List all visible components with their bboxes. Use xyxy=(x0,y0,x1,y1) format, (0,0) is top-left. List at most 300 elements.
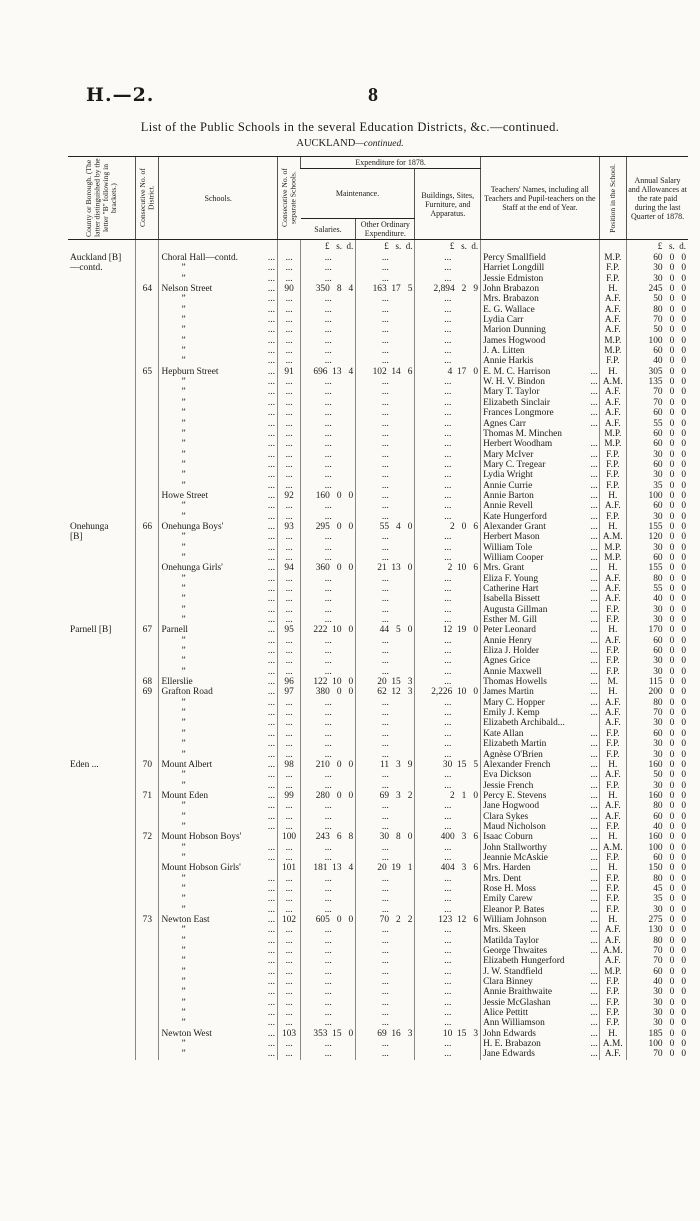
annual-pence: 0 xyxy=(681,718,686,729)
cell-school xyxy=(159,543,277,553)
cell-position: H. xyxy=(599,863,627,873)
school-dots: ... xyxy=(267,873,275,884)
cell-position: F.P. xyxy=(599,470,627,480)
annual-shillings: 0 xyxy=(669,315,675,326)
annual-pence: 0 xyxy=(681,935,686,946)
cell-salaries: ... xyxy=(301,315,356,325)
cell-salaries: ... xyxy=(301,615,356,625)
cell-separate-no: ... xyxy=(277,615,300,625)
cell-position: A.F. xyxy=(599,708,627,718)
cell-other-expenditure: 11 3 9 xyxy=(356,760,415,770)
col-salaries-header: Salaries. xyxy=(301,219,356,240)
cell-district-no xyxy=(136,315,159,325)
teacher-dots: ... xyxy=(590,728,598,739)
cell-school xyxy=(159,760,277,770)
cell-county xyxy=(68,584,136,594)
cell-position: H. xyxy=(599,367,627,377)
annual-shillings: 0 xyxy=(669,1049,675,1060)
teacher-name: Agnèse O'Brien xyxy=(483,749,543,760)
teacher-name: Matilda Taylor xyxy=(483,935,539,946)
annual-shillings: 0 xyxy=(669,532,675,543)
table-row xyxy=(68,636,688,646)
cell-buildings: ... xyxy=(415,987,481,997)
annual-shillings: 0 xyxy=(669,366,675,377)
cell-buildings: ... xyxy=(415,874,481,884)
annual-pence: 0 xyxy=(681,480,686,491)
cell-district-no xyxy=(136,729,159,739)
cell-separate-no: ... xyxy=(277,770,300,780)
teacher-dots: ... xyxy=(590,935,598,946)
school-name: ” xyxy=(181,852,186,863)
school-dots: ... xyxy=(267,263,275,274)
cell-annual-salary xyxy=(627,708,688,718)
cell-annual-salary xyxy=(627,408,688,418)
school-dots: ... xyxy=(267,563,275,574)
cell-annual-salary xyxy=(627,491,688,501)
cell-county xyxy=(68,967,136,977)
cell-county xyxy=(68,853,136,863)
cell-district-no xyxy=(136,512,159,522)
teacher-name: Alice Pettitt xyxy=(483,1008,529,1019)
teacher-name: Alexander French xyxy=(483,759,551,770)
cell-buildings: 2,226 10 0 xyxy=(415,687,481,697)
teacher-name: Annie Revell xyxy=(483,501,533,512)
cell-annual-salary xyxy=(627,377,688,387)
cell-district-no xyxy=(136,460,159,470)
cell-annual-salary xyxy=(627,398,688,408)
cell-buildings: ... xyxy=(415,460,481,470)
cell-other-expenditure: ... xyxy=(356,956,415,966)
table-row xyxy=(68,532,688,542)
cell-school xyxy=(159,739,277,749)
cell-buildings: ... xyxy=(415,956,481,966)
cell-district-no xyxy=(136,853,159,863)
cell-position: A.F. xyxy=(599,398,627,408)
annual-pounds: 40 xyxy=(653,821,663,832)
teacher-dots: ... xyxy=(590,770,598,781)
table-row xyxy=(68,253,688,263)
cell-buildings: ... xyxy=(415,439,481,449)
annual-pounds: 60 xyxy=(653,728,663,739)
cell-district-no xyxy=(136,863,159,873)
cell-other-expenditure: ... xyxy=(356,532,415,542)
annual-shillings: 0 xyxy=(669,946,675,957)
teacher-name: Percy Smallfield xyxy=(483,253,546,263)
cell-county xyxy=(68,812,136,822)
annual-shillings: 0 xyxy=(669,852,675,863)
cell-salaries: ... xyxy=(301,998,356,1008)
cell-school xyxy=(159,450,277,460)
school-dots: ... xyxy=(267,490,275,501)
cell-separate-no: ... xyxy=(277,315,300,325)
cell-position: F.P. xyxy=(599,884,627,894)
annual-shillings: 0 xyxy=(669,511,675,522)
cell-county xyxy=(68,894,136,904)
school-dots: ... xyxy=(267,584,275,594)
school-dots: ... xyxy=(267,790,275,801)
annual-shillings: 0 xyxy=(669,294,675,305)
teacher-name: Harriet Longdill xyxy=(483,263,545,274)
cell-position: A.F. xyxy=(599,325,627,335)
cell-position: A.M. xyxy=(599,843,627,853)
cell-other-expenditure: ... xyxy=(356,553,415,563)
cell-buildings: ... xyxy=(415,1049,481,1059)
teacher-dots: ... xyxy=(590,449,598,460)
cell-district-no xyxy=(136,574,159,584)
table-row xyxy=(68,491,688,501)
cell-district-no: 70 xyxy=(136,760,159,770)
cell-school xyxy=(159,491,277,501)
school-name: ” xyxy=(181,935,186,946)
cell-buildings: ... xyxy=(415,325,481,335)
annual-pounds: 70 xyxy=(653,946,663,957)
teacher-name: J. A. Litten xyxy=(483,346,525,357)
annual-pence: 0 xyxy=(681,1008,686,1019)
cell-teacher xyxy=(481,563,599,573)
cell-school xyxy=(159,698,277,708)
table-row xyxy=(68,781,688,791)
annual-shillings: 0 xyxy=(669,542,675,553)
cell-teacher xyxy=(481,812,599,822)
cell-teacher xyxy=(481,998,599,1008)
annual-shillings: 0 xyxy=(669,1028,675,1039)
cell-annual-salary xyxy=(627,915,688,925)
cell-separate-no: ... xyxy=(277,884,300,894)
cell-buildings: ... xyxy=(415,615,481,625)
cell-salaries: ... xyxy=(301,294,356,304)
cell-other-expenditure: ... xyxy=(356,770,415,780)
cell-other-expenditure: ... xyxy=(356,605,415,615)
cell-annual-salary xyxy=(627,470,688,480)
cell-teacher xyxy=(481,967,599,977)
annual-pounds: 70 xyxy=(653,315,663,326)
school-name: ” xyxy=(181,739,186,750)
cell-salaries: ... xyxy=(301,408,356,418)
cell-buildings: ... xyxy=(415,387,481,397)
cell-county xyxy=(68,781,136,791)
teacher-dots: ... xyxy=(590,584,598,594)
annual-pence: 0 xyxy=(681,428,686,439)
cell-annual-salary xyxy=(627,522,688,532)
cell-position: A.F. xyxy=(599,925,627,935)
table-row xyxy=(68,294,688,304)
cell-other-expenditure: ... xyxy=(356,729,415,739)
cell-school xyxy=(159,584,277,594)
cell-annual-salary xyxy=(627,1039,688,1049)
cell-teacher xyxy=(481,718,599,728)
cell-school xyxy=(159,346,277,356)
teacher-dots: ... xyxy=(590,511,598,522)
cell-teacher xyxy=(481,770,599,780)
cell-district-no xyxy=(136,377,159,387)
cell-annual-salary xyxy=(627,770,688,780)
teacher-name: Annie Currie xyxy=(483,480,533,491)
cell-separate-no: ... xyxy=(277,894,300,904)
cell-school xyxy=(159,522,277,532)
teacher-dots: ... xyxy=(590,739,598,750)
cell-buildings: ... xyxy=(415,501,481,511)
cell-salaries: ... xyxy=(301,739,356,749)
cell-buildings: ... xyxy=(415,305,481,315)
cell-other-expenditure: ... xyxy=(356,584,415,594)
cell-position: A.F. xyxy=(599,305,627,315)
cell-other-expenditure: ... xyxy=(356,853,415,863)
cell-other-expenditure: ... xyxy=(356,460,415,470)
cell-teacher xyxy=(481,874,599,884)
cell-separate-no: ... xyxy=(277,946,300,956)
annual-shillings: 0 xyxy=(669,749,675,760)
cell-salaries: ... xyxy=(301,781,356,791)
school-dots: ... xyxy=(267,894,275,905)
cell-county xyxy=(68,636,136,646)
annual-pounds: 30 xyxy=(653,604,663,615)
cell-district-no xyxy=(136,532,159,542)
cell-buildings: ... xyxy=(415,801,481,811)
subtitle-district: AUCKLAND xyxy=(296,138,356,149)
cell-school xyxy=(159,429,277,439)
school-dots: ... xyxy=(267,759,275,770)
teacher-name: Mrs. Harden xyxy=(483,863,531,874)
cell-position: A.F. xyxy=(599,594,627,604)
school-dots: ... xyxy=(267,335,275,346)
col-county-header: County or Borough. (The latter distinguished by the letter "B" following in brackets.) xyxy=(68,157,136,240)
school-name: ” xyxy=(181,811,186,822)
teacher-name: Annie Braithwaite xyxy=(483,987,553,998)
annual-shillings: 0 xyxy=(669,563,675,574)
cell-district-no xyxy=(136,1039,159,1049)
school-name: ” xyxy=(181,511,186,522)
school-dots: ... xyxy=(267,521,275,532)
annual-shillings: 0 xyxy=(669,977,675,988)
cell-school xyxy=(159,853,277,863)
annual-shillings: 0 xyxy=(669,873,675,884)
cell-teacher xyxy=(481,543,599,553)
cell-salaries: ... xyxy=(301,822,356,832)
school-name: Grafton Road xyxy=(161,687,213,698)
annual-pence: 0 xyxy=(681,780,686,791)
cell-salaries: ... xyxy=(301,553,356,563)
annual-pounds: 275 xyxy=(648,915,663,925)
cell-teacher xyxy=(481,263,599,273)
cell-district-no xyxy=(136,977,159,987)
annual-pounds: 60 xyxy=(653,459,663,470)
cell-buildings: ... xyxy=(415,274,481,284)
annual-pence: 0 xyxy=(681,997,686,1008)
annual-pounds: 60 xyxy=(653,635,663,646)
cell-salaries: ... xyxy=(301,460,356,470)
school-name: ” xyxy=(181,439,186,450)
teacher-name: Catherine Hart xyxy=(483,584,539,594)
school-dots: ... xyxy=(267,656,275,667)
cell-district-no xyxy=(136,294,159,304)
annual-pence: 0 xyxy=(681,646,686,657)
cell-separate-no: ... xyxy=(277,956,300,966)
cell-other-expenditure: ... xyxy=(356,398,415,408)
cell-buildings: ... xyxy=(415,905,481,915)
cell-salaries: ... xyxy=(301,377,356,387)
annual-shillings: 0 xyxy=(669,987,675,998)
table-row xyxy=(68,853,688,863)
annual-shillings: 0 xyxy=(669,739,675,750)
table-row xyxy=(68,967,688,977)
col-separate-no-header: Consecutive No. of separate Schools. xyxy=(277,157,300,240)
cell-teacher xyxy=(481,532,599,542)
units-annual: £ s. d. xyxy=(627,240,688,254)
cell-teacher xyxy=(481,605,599,615)
teacher-dots: ... xyxy=(590,552,598,563)
cell-teacher xyxy=(481,584,599,594)
school-dots: ... xyxy=(267,480,275,491)
teacher-dots: ... xyxy=(590,997,598,1008)
annual-pounds: 60 xyxy=(653,428,663,439)
teacher-dots: ... xyxy=(590,1008,598,1019)
cell-salaries: 122 10 0 xyxy=(301,677,356,687)
cell-annual-salary xyxy=(627,439,688,449)
cell-district-no xyxy=(136,956,159,966)
school-name: ” xyxy=(181,646,186,657)
cell-district-no xyxy=(136,1049,159,1059)
teacher-dots: ... xyxy=(590,1028,598,1039)
cell-salaries: 353 15 0 xyxy=(301,1029,356,1039)
cell-teacher xyxy=(481,977,599,987)
cell-separate-no: ... xyxy=(277,429,300,439)
school-dots: ... xyxy=(267,687,275,698)
cell-county xyxy=(68,294,136,304)
cell-county xyxy=(68,284,136,294)
annual-pence: 0 xyxy=(681,759,686,770)
cell-salaries: ... xyxy=(301,936,356,946)
cell-other-expenditure: ... xyxy=(356,812,415,822)
school-name: Onehunga Girls' xyxy=(161,563,223,574)
school-dots: ... xyxy=(267,459,275,470)
col-other-header: Other Ordinary Expenditure. xyxy=(356,219,415,240)
school-dots: ... xyxy=(267,304,275,315)
cell-annual-salary xyxy=(627,512,688,522)
annual-pounds: 60 xyxy=(653,501,663,512)
cell-county xyxy=(68,305,136,315)
cell-teacher xyxy=(481,1029,599,1039)
school-name: Onehunga Boys' xyxy=(161,521,224,532)
cell-other-expenditure: ... xyxy=(356,801,415,811)
teacher-name: Annie Harkis xyxy=(483,356,534,367)
table-row xyxy=(68,956,688,966)
cell-school xyxy=(159,625,277,635)
annual-pounds: 100 xyxy=(648,842,663,853)
teacher-dots: ... xyxy=(590,708,598,719)
teacher-name: Jane Hogwood xyxy=(483,801,540,812)
cell-salaries: ... xyxy=(301,1049,356,1059)
annual-pounds: 80 xyxy=(653,801,663,812)
cell-buildings: ... xyxy=(415,646,481,656)
annual-shillings: 0 xyxy=(669,687,675,698)
annual-pounds: 245 xyxy=(648,284,663,295)
teacher-name: Rose H. Moss xyxy=(483,883,536,894)
table-row xyxy=(68,874,688,884)
school-name: ” xyxy=(181,718,186,729)
cell-separate-no: 95 xyxy=(277,625,300,635)
cell-district-no xyxy=(136,419,159,429)
school-name: ” xyxy=(181,987,186,998)
annual-pence: 0 xyxy=(681,801,686,812)
table-row xyxy=(68,584,688,594)
table-row xyxy=(68,408,688,418)
table-row xyxy=(68,553,688,563)
cell-other-expenditure: ... xyxy=(356,594,415,604)
cell-separate-no: 101 xyxy=(277,863,300,873)
annual-pence: 0 xyxy=(681,687,686,698)
cell-buildings: 4 17 0 xyxy=(415,367,481,377)
table-row xyxy=(68,905,688,915)
cell-position: F.P. xyxy=(599,1008,627,1018)
col-annual-header: Annual Salary and Allowances at the rate paid during the last Quarter of 1878. xyxy=(627,157,688,240)
cell-buildings: ... xyxy=(415,936,481,946)
table-row xyxy=(68,646,688,656)
teacher-name: Jane Edwards xyxy=(483,1049,535,1060)
table-row xyxy=(68,346,688,356)
teacher-name: Mary McIver xyxy=(483,449,534,460)
teacher-name: Maud Nicholson xyxy=(483,821,546,832)
cell-separate-no: ... xyxy=(277,439,300,449)
cell-position: F.P. xyxy=(599,512,627,522)
teacher-dots: ... xyxy=(590,863,598,874)
cell-county xyxy=(68,956,136,966)
cell-annual-salary xyxy=(627,843,688,853)
subtitle-suffix: —continued. xyxy=(355,139,404,149)
teacher-dots: ... xyxy=(590,635,598,646)
cell-other-expenditure: ... xyxy=(356,967,415,977)
cell-teacher xyxy=(481,398,599,408)
cell-county xyxy=(68,439,136,449)
annual-pounds: 40 xyxy=(653,594,663,605)
cell-buildings: ... xyxy=(415,894,481,904)
county-text: —contd. xyxy=(70,263,103,274)
cell-separate-no: 91 xyxy=(277,367,300,377)
cell-separate-no: ... xyxy=(277,377,300,387)
annual-shillings: 0 xyxy=(669,697,675,708)
school-dots: ... xyxy=(267,635,275,646)
annual-pounds: 60 xyxy=(653,439,663,450)
annual-pounds: 70 xyxy=(653,1049,663,1060)
cell-salaries: ... xyxy=(301,925,356,935)
table-row xyxy=(68,822,688,832)
cell-buildings: ... xyxy=(415,512,481,522)
cell-salaries: ... xyxy=(301,946,356,956)
annual-shillings: 0 xyxy=(669,428,675,439)
teacher-dots: ... xyxy=(590,470,598,481)
cell-other-expenditure: ... xyxy=(356,315,415,325)
cell-other-expenditure: ... xyxy=(356,977,415,987)
annual-pounds: 150 xyxy=(648,863,663,874)
cell-teacher xyxy=(481,429,599,439)
table-row xyxy=(68,998,688,1008)
cell-salaries: ... xyxy=(301,636,356,646)
school-name: ” xyxy=(181,925,186,936)
annual-shillings: 0 xyxy=(669,904,675,915)
cell-position: M.P. xyxy=(599,429,627,439)
teacher-dots: ... xyxy=(590,521,598,532)
cell-county xyxy=(68,450,136,460)
cell-separate-no: ... xyxy=(277,356,300,366)
cell-salaries: 696 13 4 xyxy=(301,367,356,377)
school-name: Newton East xyxy=(161,915,210,925)
annual-pounds: 30 xyxy=(653,904,663,915)
annual-shillings: 0 xyxy=(669,335,675,346)
cell-separate-no: ... xyxy=(277,274,300,284)
cell-separate-no: ... xyxy=(277,812,300,822)
cell-district-no xyxy=(136,450,159,460)
cell-annual-salary xyxy=(627,387,688,397)
cell-district-no xyxy=(136,781,159,791)
